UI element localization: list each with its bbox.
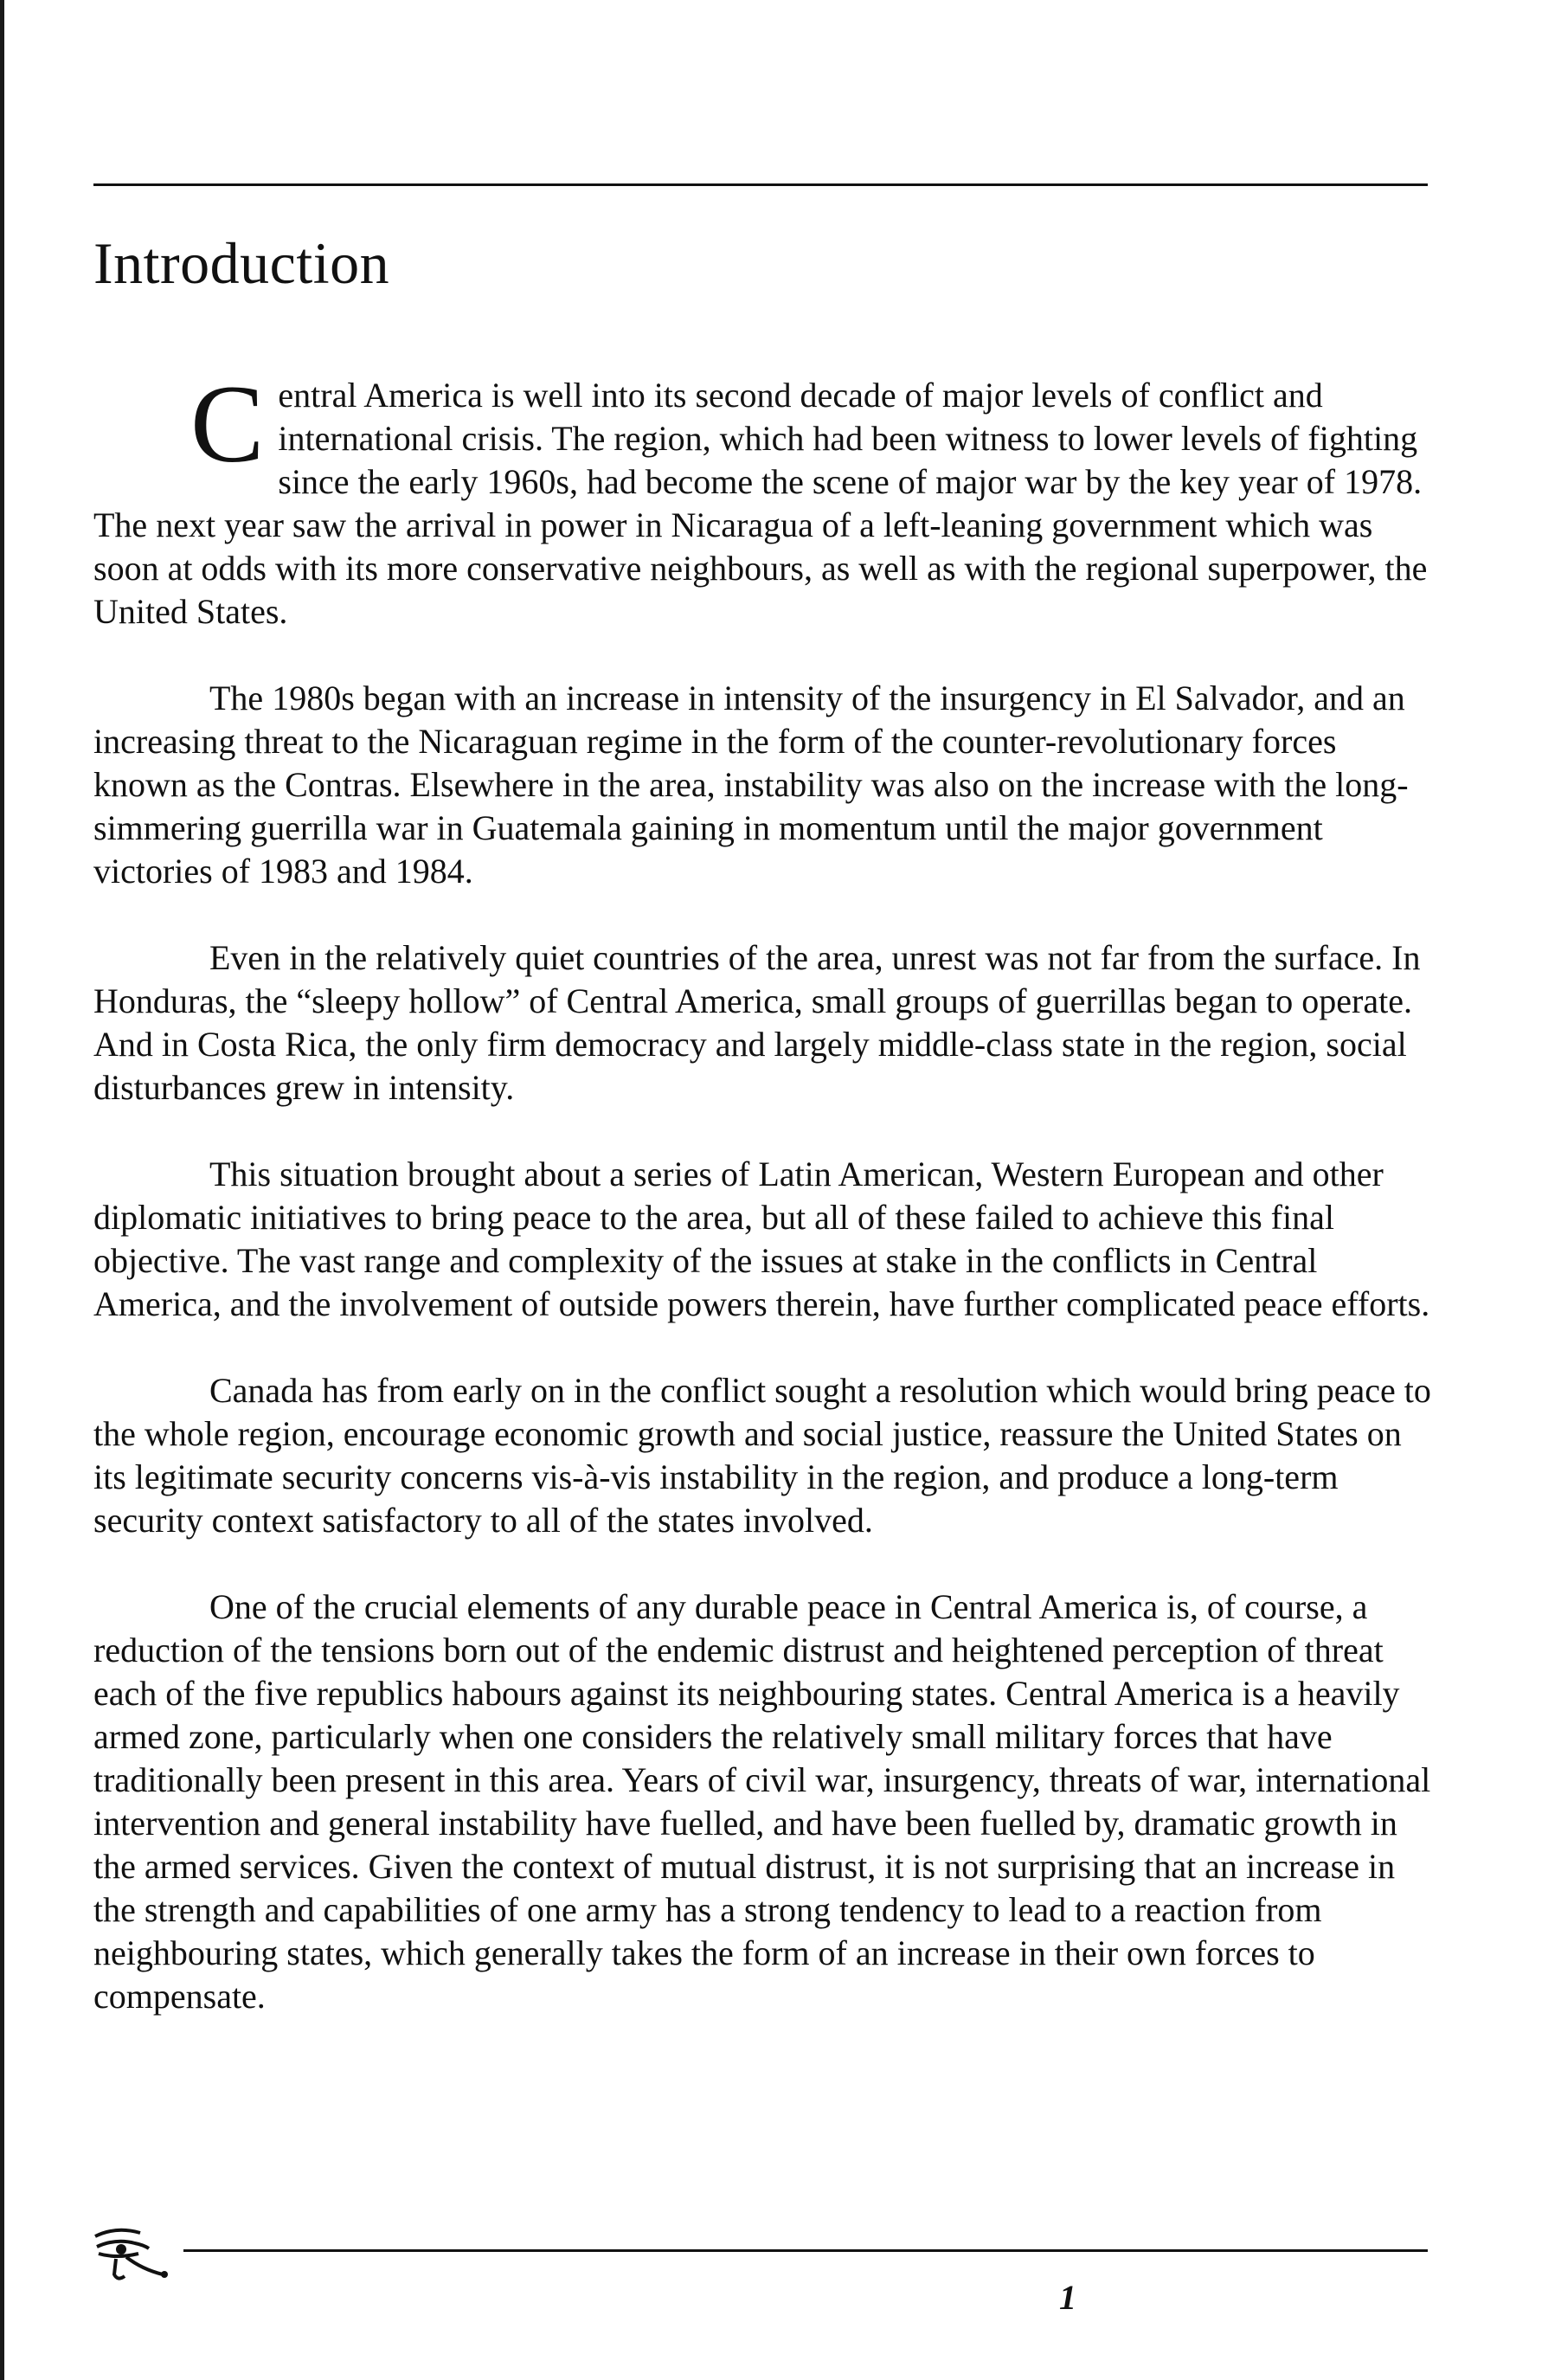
page-edge — [0, 0, 4, 2380]
paragraph-1-text: entral America is well into its second decade of major levels of conflict and international crisis. The region, which had been witness to lower levels of fighting since the early 1960s, had become the scene of major war by the key year of 1978. The next year saw the arrival in power in Nicaragua of a left-leaning government which was soon at odds with its more conservative neighbours, as well as with the regional superpower, the United States. — [93, 376, 1428, 631]
page-title: Introduction — [93, 230, 390, 296]
paragraph-4: This situation brought about a series of Latin American, Western European and other diplomatic initiatives to bring peace to the area, but all of these failed to achieve this final objective. The vast range and complexity of the issues at stake in the conflicts in Central America, and the involvement of outside powers therein, have further complicated peace efforts. — [93, 1155, 1430, 1323]
header-rule — [93, 183, 1428, 186]
paragraph-3: Even in the relatively quiet countries of the area, unrest was not far from the surface. In Honduras, the “sleepy hollow” of Central America, small groups of guerrillas began to operate. And in Costa Rica, the only firm democracy and largely middle-class state in the region, social disturbances grew in intensity. — [93, 938, 1421, 1107]
page-number: 1 — [1059, 2278, 1076, 2317]
eye-of-horus-icon — [90, 2224, 177, 2285]
paragraph-5: Canada has from early on in the conflict sought a resolution which would bring peace to the whole region, encourage economic growth and social justice, reassure the United States on its legitimate security concerns vis-à-vis instability in the region, and produce a long-term security context satisfactory to all of the states involved. — [93, 1371, 1431, 1540]
paragraph-1 — [93, 363, 1431, 634]
drop-cap: C — [190, 363, 265, 486]
paragraph-6: One of the crucial elements of any durable peace in Central America is, of course, a reduction of the tensions born out of the endemic distrust and heightened perception of threat each of the five republics habours against its neighbouring states. Central America is a heavily armed zone, particularly when one considers the relatively small military forces that have traditionally been present in this area. Years of civil war, insurgency, threats of war, international intervention and general instability have fuelled, and have been fuelled by, dramatic growth in the armed services. Given the context of mutual distrust, it is not surprising that an increase in the strength and capabilities of one army has a strong tendency to lead to a reaction from neighbouring states, which generally takes the form of an increase in their own forces to compensate. — [93, 1587, 1431, 2016]
footer-rule — [183, 2249, 1428, 2252]
body-text — [93, 363, 1431, 2062]
paragraph-2: The 1980s began with an increase in intensity of the insurgency in El Salvador, and an increasing threat to the Nicaraguan regime in the form of the counter-revolutionary forces known as the Contras. Elsewhere in the area, instability was also on the increase with the long-simmering guerrilla war in Guatemala gaining in momentum until the major government victories of 1983 and 1984. — [93, 679, 1409, 891]
